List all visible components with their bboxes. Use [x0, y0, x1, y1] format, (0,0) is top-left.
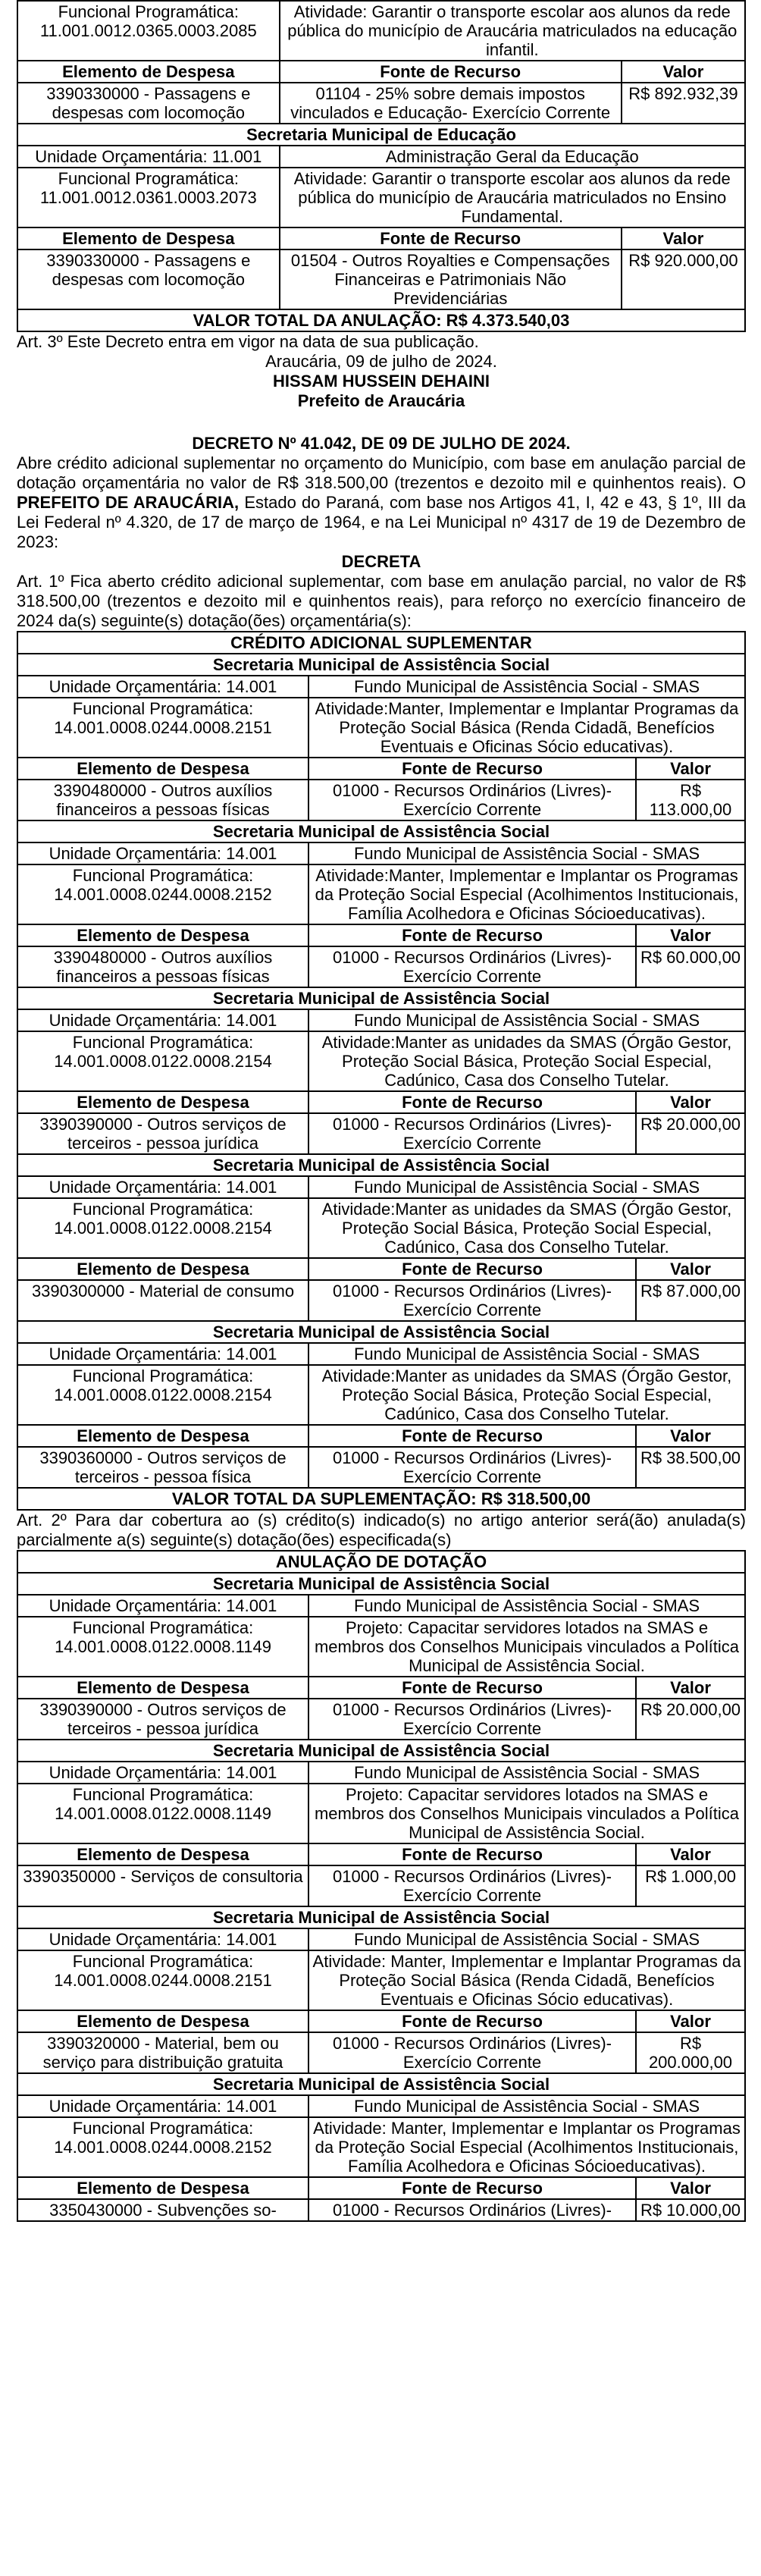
- table-row: [17, 1677, 745, 1699]
- table-row: [17, 1699, 745, 1740]
- header-elemento: Elemento de Despesa: [17, 924, 308, 946]
- atividade: Atividade: Manter, Implementar e Implantar os Programas da Proteção Social Especial (Acolhimentos Institucionais, Família Acolhedora e Oficinas Sócioeducativas).: [308, 2117, 745, 2177]
- fonte-recurso: 01000 - Recursos Ordinários (Livres)- Exercício Corrente: [308, 1447, 636, 1488]
- unidade-nome: Administração Geral da Educação: [280, 146, 745, 168]
- table-row: [17, 1425, 745, 1447]
- header-fonte: Fonte de Recurso: [308, 1843, 636, 1865]
- table-row: [17, 1154, 745, 1176]
- unidade-orcamentaria: Unidade Orçamentária: 14.001: [17, 1928, 308, 1950]
- table-row: [17, 1343, 745, 1365]
- table-row: [17, 1865, 745, 1906]
- elemento-despesa: 3390320000 - Material, bem ou serviço para distribuição gratuita: [17, 2032, 308, 2073]
- funcional-programatica: Funcional Programática: 14.001.0008.0122.0008.2154: [17, 1198, 308, 1258]
- funcional-programatica: Funcional Programática: 14.001.0008.0244.0008.2152: [17, 864, 308, 924]
- fonte-recurso: 01000 - Recursos Ordinários (Livres)- Exercício Corrente: [308, 780, 636, 820]
- unidade-orcamentaria: Unidade Orçamentária: 14.001: [17, 1595, 308, 1617]
- secretaria: Secretaria Municipal de Assistência Social: [17, 987, 745, 1009]
- table-row: [17, 1031, 745, 1091]
- table-row: [17, 309, 745, 331]
- fonte-recurso: 01000 - Recursos Ordinários (Livres)- Exercício Corrente: [308, 1865, 636, 1906]
- atividade: Atividade: Manter, Implementar e Implantar Programas da Proteção Social Básica (Renda Cidadã, Benefícios Eventuais e Oficinas Sócio educativas).: [308, 1950, 745, 2010]
- valor: R$ 38.500,00: [636, 1447, 745, 1488]
- unidade-nome: Fundo Municipal de Assistência Social - SMAS: [308, 676, 745, 698]
- fonte-recurso: 01504 - Outros Royalties e Compensações Financeiras e Patrimoniais Não Previdenciárias: [280, 249, 622, 309]
- valor: R$ 200.000,00: [636, 2032, 745, 2073]
- table-row: [17, 842, 745, 864]
- secretaria: Secretaria Municipal de Assistência Social: [17, 820, 745, 842]
- table-row: [17, 1113, 745, 1154]
- unidade-orcamentaria: Unidade Orçamentária: 14.001: [17, 1009, 308, 1031]
- funcional-programatica: Funcional Programática: 14.001.0008.0244.0008.2151: [17, 698, 308, 758]
- table-row: [17, 1784, 745, 1843]
- decree-title: DECRETO Nº 41.042, DE 09 DE JULHO DE 2024.: [192, 434, 571, 453]
- preamble-pre: O: [732, 473, 746, 492]
- header-valor: Valor: [622, 61, 745, 83]
- header-elemento: Elemento de Despesa: [17, 1843, 308, 1865]
- header-fonte: Fonte de Recurso: [308, 2177, 636, 2199]
- header-fonte: Fonte de Recurso: [280, 227, 622, 249]
- header-fonte: Fonte de Recurso: [308, 758, 636, 780]
- header-valor: Valor: [636, 758, 745, 780]
- art-3: Art. 3º Este Decreto entra em vigor na data de sua publicação.: [17, 332, 479, 351]
- valor: R$ 87.000,00: [636, 1280, 745, 1321]
- header-valor: Valor: [636, 1843, 745, 1865]
- table-row: [17, 1365, 745, 1425]
- table-row: [17, 124, 745, 146]
- table-row: [17, 1595, 745, 1617]
- header-valor: Valor: [636, 1091, 745, 1113]
- secretaria: Secretaria Municipal de Assistência Social: [17, 1154, 745, 1176]
- preamble-bold: PREFEITO DE ARAUCÁRIA,: [17, 493, 240, 512]
- table-row: [17, 820, 745, 842]
- unidade-nome: Fundo Municipal de Assistência Social - SMAS: [308, 1176, 745, 1198]
- table-row: [17, 1009, 745, 1031]
- unidade-nome: Fundo Municipal de Assistência Social - SMAS: [308, 842, 745, 864]
- table-row: [17, 924, 745, 946]
- elemento-despesa: 3390330000 - Passagens e despesas com locomoção: [17, 249, 280, 309]
- fonte-recurso: 01104 - 25% sobre demais impostos vinculados e Educação- Exercício Corrente: [280, 83, 622, 124]
- header-valor: Valor: [622, 227, 745, 249]
- elemento-despesa: 3390350000 - Serviços de consultoria: [17, 1865, 308, 1906]
- valor: R$ 1.000,00: [636, 1865, 745, 1906]
- table-row: [17, 1447, 745, 1488]
- header-fonte: Fonte de Recurso: [308, 2010, 636, 2032]
- valor: R$ 60.000,00: [636, 946, 745, 987]
- header-elemento: Elemento de Despesa: [17, 227, 280, 249]
- table-row: [17, 2010, 745, 2032]
- funcional-programatica: Funcional Programática: 14.001.0008.0244.0008.2151: [17, 1950, 308, 2010]
- table-row: [17, 146, 745, 168]
- secretaria: Secretaria Municipal de Educação: [17, 124, 745, 146]
- elemento-despesa: 3390300000 - Material de consumo: [17, 1280, 308, 1321]
- header-elemento: Elemento de Despesa: [17, 1677, 308, 1699]
- table-header-row: [17, 227, 745, 249]
- table-row: [17, 1762, 745, 1784]
- atividade: Atividade: Garantir o transporte escolar aos alunos da rede pública do município de Araucária matriculados na educação infantil.: [280, 1, 745, 61]
- header-fonte: Fonte de Recurso: [308, 924, 636, 946]
- credito-title: CRÉDITO ADICIONAL SUPLEMENTAR: [17, 632, 745, 654]
- valor: R$ 113.000,00: [636, 780, 745, 820]
- art-2: Art. 2º Para dar cobertura ao (s) crédito(s) indicado(s) no artigo anterior será(ão) anulada(s) parcialmente a(s) seguinte(s) dotação(ões) especificada(s): [17, 1511, 746, 1549]
- table-row: [17, 1321, 745, 1343]
- table-row: [17, 987, 745, 1009]
- table-row: [17, 1488, 745, 1510]
- header-valor: Valor: [636, 1677, 745, 1699]
- valor-total-suplementacao: VALOR TOTAL DA SUPLEMENTAÇÃO: R$ 318.500,00: [17, 1488, 745, 1510]
- atividade: Atividade:Manter, Implementar e Implantar Programas da Proteção Social Básica (Renda Cidadã, Benefícios Eventuais e Oficinas Sócio educativas).: [308, 698, 745, 758]
- elemento-despesa: 3390390000 - Outros serviços de terceiros - pessoa jurídica: [17, 1699, 308, 1740]
- funcional-programatica: Funcional Programática: 11.001.0012.0361.0003.2073: [17, 168, 280, 227]
- unidade-nome: Fundo Municipal de Assistência Social - SMAS: [308, 1009, 745, 1031]
- art-1: Art. 1º Fica aberto crédito adicional suplementar, com base em anulação parcial, no valor de R$ 318.500,00 (trezentos e dezoito mil e quinhentos reais), para reforço no exercício financeiro de 2024 da(s) seguinte(s) dotação(ões) orçamentária(s):: [17, 572, 746, 630]
- decreta: DECRETA: [341, 552, 421, 571]
- table-row: [17, 1176, 745, 1198]
- table-row: [17, 1, 745, 61]
- secretaria: Secretaria Municipal de Assistência Social: [17, 2073, 745, 2095]
- atividade: Atividade: Garantir o transporte escolar aos alunos da rede pública do município de Araucária matriculados no Ensino Fundamental.: [280, 168, 745, 227]
- fonte-recurso: 01000 - Recursos Ordinários (Livres)- Exercício Corrente: [308, 1280, 636, 1321]
- table-row: [17, 780, 745, 820]
- atividade: Projeto: Capacitar servidores lotados na SMAS e membros dos Conselhos Municipais vinculados a Política Municipal de Assistência Social.: [308, 1617, 745, 1677]
- secretaria: Secretaria Municipal de Assistência Social: [17, 1573, 745, 1595]
- table-row: [17, 1906, 745, 1928]
- table-row: [17, 83, 745, 124]
- table-row: [17, 1843, 745, 1865]
- table-row: [17, 1573, 745, 1595]
- atividade: Atividade:Manter as unidades da SMAS (Órgão Gestor, Proteção Social Básica, Proteção Social Especial, Cadúnico, Casa dos Conselho Tutelar.: [308, 1365, 745, 1425]
- header-elemento: Elemento de Despesa: [17, 758, 308, 780]
- table-row: [17, 2073, 745, 2095]
- valor-total-anulacao: VALOR TOTAL DA ANULAÇÃO: R$ 4.373.540,03: [17, 309, 745, 331]
- place-date: Araucária, 09 de julho de 2024.: [265, 352, 497, 371]
- anulacao-dotacao-table: [17, 1550, 746, 2222]
- fonte-recurso: 01000 - Recursos Ordinários (Livres)- Exercício Corrente: [308, 946, 636, 987]
- table-title-row: [17, 1551, 745, 1573]
- funcional-programatica: Funcional Programática: 14.001.0008.0122.0008.1149: [17, 1617, 308, 1677]
- signer-name: HISSAM HUSSEIN DEHAINI: [272, 372, 490, 391]
- anulacao-table-previous: [17, 0, 746, 332]
- secretaria: Secretaria Municipal de Assistência Social: [17, 1321, 745, 1343]
- header-fonte: Fonte de Recurso: [308, 1258, 636, 1280]
- valor: R$ 20.000,00: [636, 1113, 745, 1154]
- fonte-recurso: 01000 - Recursos Ordinários (Livres)- Exercício Corrente: [308, 1113, 636, 1154]
- table-row: [17, 1280, 745, 1321]
- elemento-despesa: 3390480000 - Outros auxílios financeiros a pessoas físicas: [17, 946, 308, 987]
- table-row: [17, 1740, 745, 1762]
- header-elemento: Elemento de Despesa: [17, 1258, 308, 1280]
- unidade-nome: Fundo Municipal de Assistência Social - SMAS: [308, 1595, 745, 1617]
- atividade: Atividade:Manter, Implementar e Implantar os Programas da Proteção Social Especial (Acolhimentos Institucionais, Família Acolhedora e Oficinas Sócioeducativas).: [308, 864, 745, 924]
- table-row: [17, 1950, 745, 2010]
- table-row: [17, 864, 745, 924]
- preamble-post: Estado do Paraná, com base nos Artigos 41, I, 42 e 43, § 1º, III da Lei Federal nº 4.320, de 17 de março de 1964, e na Lei Municipal nº 4317 de 19 de Dezembro de 2023:: [17, 493, 746, 551]
- table-row: [17, 1091, 745, 1113]
- table-row: [17, 1258, 745, 1280]
- fonte-recurso: 01000 - Recursos Ordinários (Livres)-: [308, 2199, 636, 2221]
- header-valor: Valor: [636, 924, 745, 946]
- header-elemento: Elemento de Despesa: [17, 1091, 308, 1113]
- unidade-orcamentaria: Unidade Orçamentária: 14.001: [17, 1762, 308, 1784]
- table-row: [17, 1198, 745, 1258]
- table-row: [17, 2095, 745, 2117]
- header-valor: Valor: [636, 2010, 745, 2032]
- secretaria: Secretaria Municipal de Assistência Social: [17, 1740, 745, 1762]
- unidade-nome: Fundo Municipal de Assistência Social - SMAS: [308, 2095, 745, 2117]
- decree-body: [17, 453, 746, 552]
- header-fonte: Fonte de Recurso: [308, 1091, 636, 1113]
- funcional-programatica: Funcional Programática: 14.001.0008.0122.0008.2154: [17, 1031, 308, 1091]
- header-elemento: Elemento de Despesa: [17, 2010, 308, 2032]
- decree-summary: Abre crédito adicional suplementar no orçamento do Município, com base em anulação parcial de dotação orçamentária no valor de R$ 318.500,00 (trezentos e dezoito mil e quinhentos reais).: [17, 453, 746, 492]
- unidade-orcamentaria: Unidade Orçamentária: 14.001: [17, 842, 308, 864]
- credito-suplementar-table: [17, 631, 746, 1511]
- atividade: Atividade:Manter as unidades da SMAS (Órgão Gestor, Proteção Social Básica, Proteção Social Especial, Cadúnico, Casa dos Conselho Tutelar.: [308, 1198, 745, 1258]
- fonte-recurso: 01000 - Recursos Ordinários (Livres)- Exercício Corrente: [308, 2032, 636, 2073]
- header-valor: Valor: [636, 1425, 745, 1447]
- valor: R$ 892.932,39: [622, 83, 745, 124]
- elemento-despesa: 3390360000 - Outros serviços de terceiros - pessoa física: [17, 1447, 308, 1488]
- elemento-despesa: 3390390000 - Outros serviços de terceiros - pessoa jurídica: [17, 1113, 308, 1154]
- valor: R$ 10.000,00: [636, 2199, 745, 2221]
- header-fonte: Fonte de Recurso: [308, 1425, 636, 1447]
- signer-title: Prefeito de Araucária: [297, 391, 465, 410]
- secretaria: Secretaria Municipal de Assistência Social: [17, 654, 745, 676]
- header-elemento: Elemento de Despesa: [17, 61, 280, 83]
- header-fonte: Fonte de Recurso: [308, 1677, 636, 1699]
- elemento-despesa: 3350430000 - Subvenções so-: [17, 2199, 308, 2221]
- unidade-orcamentaria: Unidade Orçamentária: 14.001: [17, 1343, 308, 1365]
- elemento-despesa: 3390330000 - Passagens e despesas com locomoção: [17, 83, 280, 124]
- funcional-programatica: Funcional Programática: 14.001.0008.0122.0008.2154: [17, 1365, 308, 1425]
- funcional-programatica: Funcional Programática: 14.001.0008.0244.0008.2152: [17, 2117, 308, 2177]
- unidade-orcamentaria: Unidade Orçamentária: 14.001: [17, 1176, 308, 1198]
- fonte-recurso: 01000 - Recursos Ordinários (Livres)- Exercício Corrente: [308, 1699, 636, 1740]
- secretaria: Secretaria Municipal de Assistência Social: [17, 1906, 745, 1928]
- unidade-orcamentaria: Unidade Orçamentária: 14.001: [17, 676, 308, 698]
- header-elemento: Elemento de Despesa: [17, 2177, 308, 2199]
- table-title-row: [17, 632, 745, 654]
- table-row: [17, 2199, 745, 2221]
- unidade-nome: Fundo Municipal de Assistência Social - SMAS: [308, 1343, 745, 1365]
- unidade-orcamentaria: Unidade Orçamentária: 11.001: [17, 146, 280, 168]
- valor: R$ 20.000,00: [636, 1699, 745, 1740]
- unidade-nome: Fundo Municipal de Assistência Social - SMAS: [308, 1762, 745, 1784]
- table-row: [17, 946, 745, 987]
- table-row: [17, 758, 745, 780]
- header-fonte: Fonte de Recurso: [280, 61, 622, 83]
- funcional-programatica: Funcional Programática: 14.001.0008.0122.0008.1149: [17, 1784, 308, 1843]
- valor: R$ 920.000,00: [622, 249, 745, 309]
- unidade-orcamentaria: Unidade Orçamentária: 14.001: [17, 2095, 308, 2117]
- elemento-despesa: 3390480000 - Outros auxílios financeiros a pessoas físicas: [17, 780, 308, 820]
- table-row: [17, 676, 745, 698]
- atividade: Atividade:Manter as unidades da SMAS (Órgão Gestor, Proteção Social Básica, Proteção Social Especial, Cadúnico, Casa dos Conselho Tutelar.: [308, 1031, 745, 1091]
- table-row: [17, 698, 745, 758]
- table-row: [17, 654, 745, 676]
- header-elemento: Elemento de Despesa: [17, 1425, 308, 1447]
- table-row: [17, 2177, 745, 2199]
- funcional-programatica: Funcional Programática: 11.001.0012.0365.0003.2085: [17, 1, 280, 61]
- table-row: [17, 2032, 745, 2073]
- table-row: [17, 2117, 745, 2177]
- table-header-row: [17, 61, 745, 83]
- header-valor: Valor: [636, 1258, 745, 1280]
- atividade: Projeto: Capacitar servidores lotados na SMAS e membros dos Conselhos Municipais vinculados a Política Municipal de Assistência Social.: [308, 1784, 745, 1843]
- anulacao-title: ANULAÇÃO DE DOTAÇÃO: [17, 1551, 745, 1573]
- table-row: [17, 168, 745, 227]
- table-row: [17, 1617, 745, 1677]
- unidade-nome: Fundo Municipal de Assistência Social - SMAS: [308, 1928, 745, 1950]
- table-row: [17, 249, 745, 309]
- header-valor: Valor: [636, 2177, 745, 2199]
- table-row: [17, 1928, 745, 1950]
